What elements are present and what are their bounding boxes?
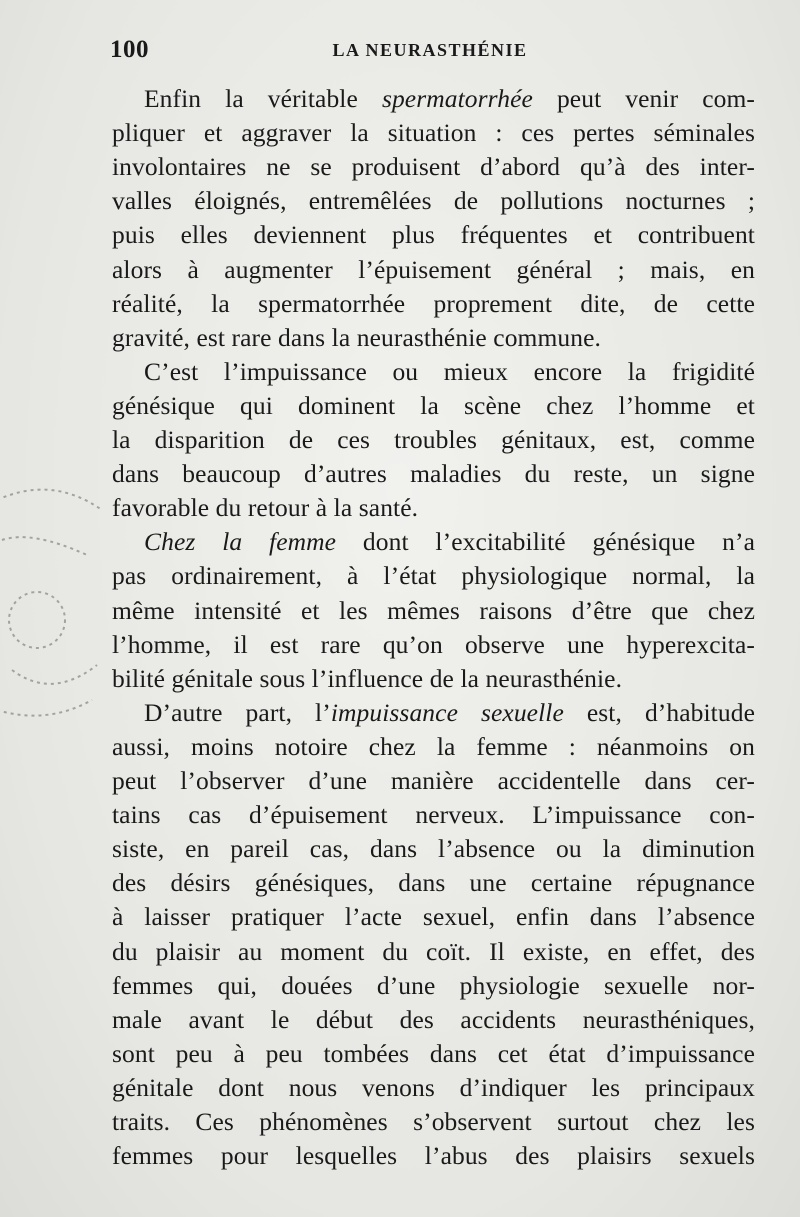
text-line xyxy=(112,253,755,287)
text-line-content: puis elles deviennent plus fréquentes et contribuent xyxy=(112,220,755,250)
text-line-content: bilité génitale sous l’influence de la neurasthénie. xyxy=(112,663,623,693)
text-line-content: tains cas d’épuisement nerveux. L’impuissance con- xyxy=(112,800,755,830)
text-line-content: des désirs génésiques, dans une certaine répugnance xyxy=(112,868,755,898)
text-line xyxy=(112,594,755,628)
text-line xyxy=(112,969,755,1003)
text-line xyxy=(112,457,755,491)
text-line-content: même intensité et les mêmes raisons d’être que chez xyxy=(112,595,755,625)
text-line xyxy=(112,935,755,969)
page-number: 100 xyxy=(110,36,149,63)
text-line xyxy=(112,218,755,252)
text-line xyxy=(112,423,755,457)
text-line-content: femmes pour lesquelles l’abus des plaisirs sexuels xyxy=(112,1141,755,1171)
text-line-continuation: est, d’habitude xyxy=(563,697,755,727)
text-line-content: l’homme, il est rare qu’on observe une hyperexcita- xyxy=(112,629,755,659)
text-line-content: C’est l’impuissance ou mieux encore la frigidité xyxy=(144,356,755,386)
text-line xyxy=(112,662,755,696)
text-line-content: valles éloignés, entremêlées de pollutions nocturnes ; xyxy=(112,186,755,216)
text-line-content: Enfin la véritable xyxy=(144,84,382,113)
text-line xyxy=(112,321,755,355)
text-line xyxy=(112,1139,755,1173)
text-line-content: dans beaucoup d’autres maladies du reste, un signe xyxy=(112,459,755,489)
text-line-content: D’autre part, l’ xyxy=(144,697,331,727)
text-line-content: alors à augmenter l’épuisement général ; mais, en xyxy=(112,254,755,284)
text-line xyxy=(112,150,755,184)
text-line-content: réalité, la spermatorrhée proprement dite, de cette xyxy=(112,288,755,318)
text-line-content: à laisser pratiquer l’acte sexuel, enfin dans l’absence xyxy=(112,902,755,932)
text-line xyxy=(112,525,755,559)
text-line xyxy=(112,355,755,389)
text-line xyxy=(112,559,755,593)
text-line xyxy=(112,696,755,730)
text-line xyxy=(112,900,755,934)
page-header xyxy=(110,36,750,70)
italic-phrase: Chez la femme xyxy=(144,527,337,557)
text-line-content: gravité, est rare dans la neurasthénie commune. xyxy=(112,322,602,352)
text-line xyxy=(112,1071,755,1105)
text-line-content: génitale dont nous venons d’indiquer les principaux xyxy=(112,1072,755,1102)
text-line-content: traits. Ces phénomènes s’observent surtout chez les xyxy=(112,1107,755,1136)
text-line xyxy=(112,764,755,798)
text-line-content: la disparition de ces troubles génitaux, est, comme xyxy=(112,425,755,454)
text-line-content: male avant le début des accidents neurasthéniques, xyxy=(112,1004,755,1034)
text-line xyxy=(112,1105,755,1139)
text-line-content: pas ordinairement, à l’état physiologique normal, la xyxy=(112,561,755,591)
text-line-content: siste, en pareil cas, dans l’absence ou la diminution xyxy=(112,834,755,864)
running-head: LA NEURASTHÉNIE xyxy=(332,40,528,60)
text-line xyxy=(112,1037,755,1071)
text-line xyxy=(112,116,755,150)
library-stamp-icon xyxy=(0,470,112,730)
text-line-content: aussi, moins notoire chez la femme : néanmoins on xyxy=(112,731,755,761)
text-line-content: femmes qui, douées d’une physiologie sexuelle nor- xyxy=(112,970,755,1000)
text-line-content: favorable du retour à la santé. xyxy=(112,493,419,523)
text-line xyxy=(112,628,755,662)
text-line xyxy=(112,389,755,423)
text-line-content: génésique qui dominent la scène chez l’homme et xyxy=(112,390,755,420)
text-line-content: sont peu à peu tombées dans cet état d’impuissance xyxy=(112,1038,755,1068)
text-line xyxy=(112,798,755,832)
italic-phrase: impuissance sexuelle xyxy=(330,697,564,727)
text-line xyxy=(112,491,755,525)
text-line xyxy=(112,1003,755,1037)
text-line-continuation: dont l’excitabilité génésique n’a xyxy=(336,527,755,557)
text-line-content: pliquer et aggraver la situation : ces pertes séminales xyxy=(112,118,755,148)
text-line xyxy=(112,287,755,321)
italic-phrase: spermatorrhée xyxy=(381,84,533,113)
text-line-content: peut l’observer d’une manière accidentelle dans cer- xyxy=(112,766,755,795)
text-line-continuation: peut venir com- xyxy=(532,84,756,113)
text-line xyxy=(112,82,755,116)
text-line-content: involontaires ne se produisent d’abord qu’à des inter- xyxy=(112,152,755,182)
text-line-content: du plaisir au moment du coït. Il existe, en effet, des xyxy=(112,936,755,966)
text-line xyxy=(112,866,755,900)
text-line xyxy=(112,832,755,866)
text-line xyxy=(112,730,755,764)
text-line xyxy=(112,184,755,218)
